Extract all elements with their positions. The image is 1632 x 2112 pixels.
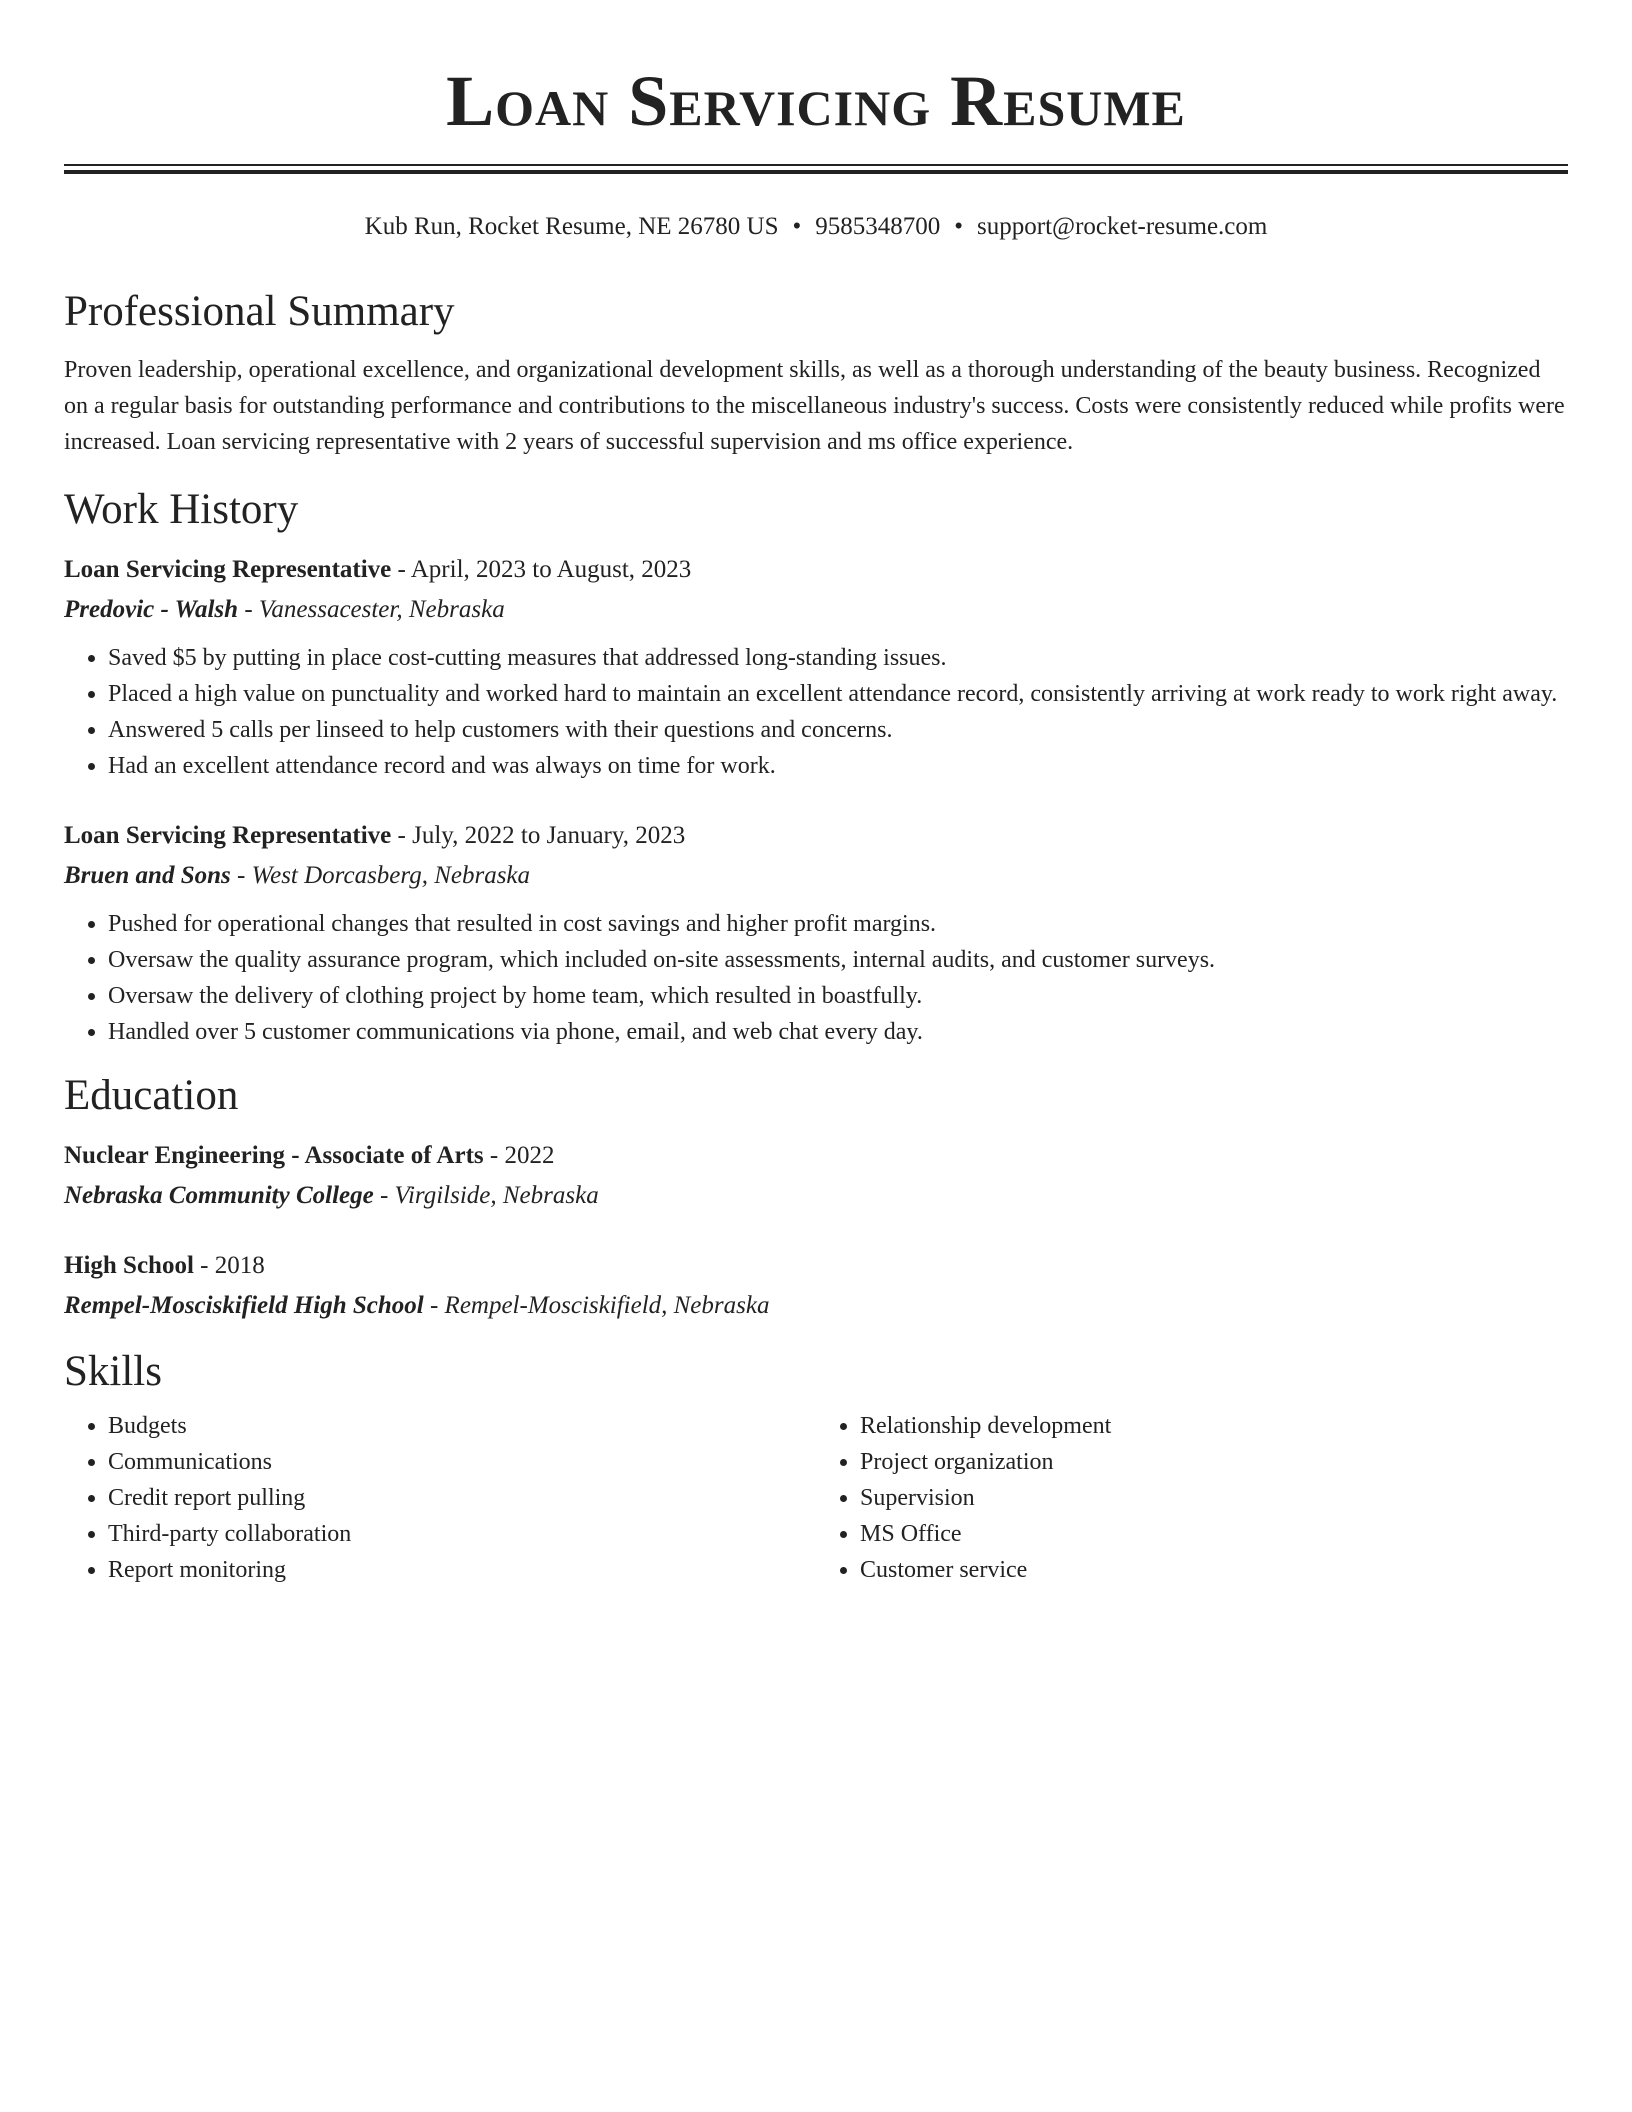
skill-item: • Budgets [108,1408,816,1444]
job-bullet: • Handled over 5 customer communications via phone, email, and web chat every day. [108,1014,1568,1050]
summary-heading: Professional Summary [64,288,455,335]
job-dates: - April, 2023 to August, 2023 [391,556,692,583]
skill-item: • Customer service [860,1552,1568,1588]
skill-item: • Third-party collaboration [108,1516,816,1552]
contact-separator: • [792,213,802,240]
resume-title: Loan Servicing Resume [446,61,1186,141]
job-bullet: • Placed a high value on punctuality and worked hard to maintain an excellent attendance record, consistently arriving at work ready to work right away. [108,676,1568,712]
skill-item: • Supervision [860,1480,1568,1516]
job-bullet: • Oversaw the quality assurance program, which included on-site assessments, internal audits, and customer surveys. [108,942,1568,978]
contact-line [64,210,1568,244]
job-bullet: • Saved $5 by putting in place cost-cutting measures that addressed long-standing issues. [108,640,1568,676]
contact-phone: 9585348700 [815,213,941,240]
skills-column-left [64,1408,816,1588]
degree-line [64,1136,1568,1176]
skill-item: • Relationship development [860,1408,1568,1444]
work-history-heading: Work History [64,486,299,533]
skills-grid [64,1408,1568,1588]
job-entry [64,550,1568,784]
school-line [64,1176,1568,1216]
job-company: Bruen and Sons [64,862,231,889]
job-company-line [64,590,1568,630]
job-bullet: • Answered 5 calls per linseed to help customers with their questions and concerns. [108,712,1568,748]
job-role: Loan Servicing Representative [64,822,392,849]
degree-line [64,1246,1568,1286]
job-location: - Vanessacester, Nebraska [238,596,505,623]
school-location: - Rempel-Mosciskifield, Nebraska [423,1292,770,1319]
job-title-line [64,550,1568,590]
contact-address: Kub Run, Rocket Resume, NE 26780 US [364,213,779,240]
job-bullet: • Had an excellent attendance record and was always on time for work. [108,748,1568,784]
skills-column-right [816,1408,1568,1588]
job-bullets [64,640,1568,784]
job-bullet: • Oversaw the delivery of clothing project by home team, which resulted in boastfully. [108,978,1568,1014]
education-entry [64,1136,1568,1216]
skill-item: • Report monitoring [108,1552,816,1588]
job-entry [64,816,1568,1050]
education-heading: Education [64,1072,239,1119]
job-company-line [64,856,1568,896]
school-line [64,1286,1568,1326]
degree-name: Nuclear Engineering - Associate of Arts [64,1142,484,1169]
skill-item: • MS Office [860,1516,1568,1552]
skill-item: • Communications [108,1444,816,1480]
degree-year: - 2018 [193,1252,265,1279]
skill-item: • Project organization [860,1444,1568,1480]
summary-text: Proven leadership, operational excellence, and organizational development skills, as well as a thorough understanding of the beauty business. Recognized on a regular basis for outstanding performance and contributions to the miscellaneous industry's success. Costs were consistently reduced while profits were increased. Loan servicing representative with 2 years of successful supervision and ms office experience. [64,357,1565,455]
job-dates: - July, 2022 to January, 2023 [391,822,686,849]
school-name: Nebraska Community College [64,1182,374,1209]
contact-separator: • [954,213,964,240]
contact-email: support@rocket-resume.com [977,213,1268,240]
job-bullets [64,906,1568,1050]
school-location: - Virgilside, Nebraska [373,1182,599,1209]
job-bullet: • Pushed for operational changes that resulted in cost savings and higher profit margins. [108,906,1568,942]
school-name: Rempel-Mosciskifield High School [64,1292,424,1319]
skills-heading: Skills [64,1348,162,1395]
job-location: - West Dorcasberg, Nebraska [230,862,531,889]
degree-year: - 2022 [483,1142,555,1169]
job-title-line [64,816,1568,856]
education-entry [64,1246,1568,1326]
job-company: Predovic - Walsh [64,596,239,623]
skill-item: • Credit report pulling [108,1480,816,1516]
title-divider [64,164,1568,174]
degree-name: High School [64,1252,194,1279]
job-role: Loan Servicing Representative [64,556,392,583]
